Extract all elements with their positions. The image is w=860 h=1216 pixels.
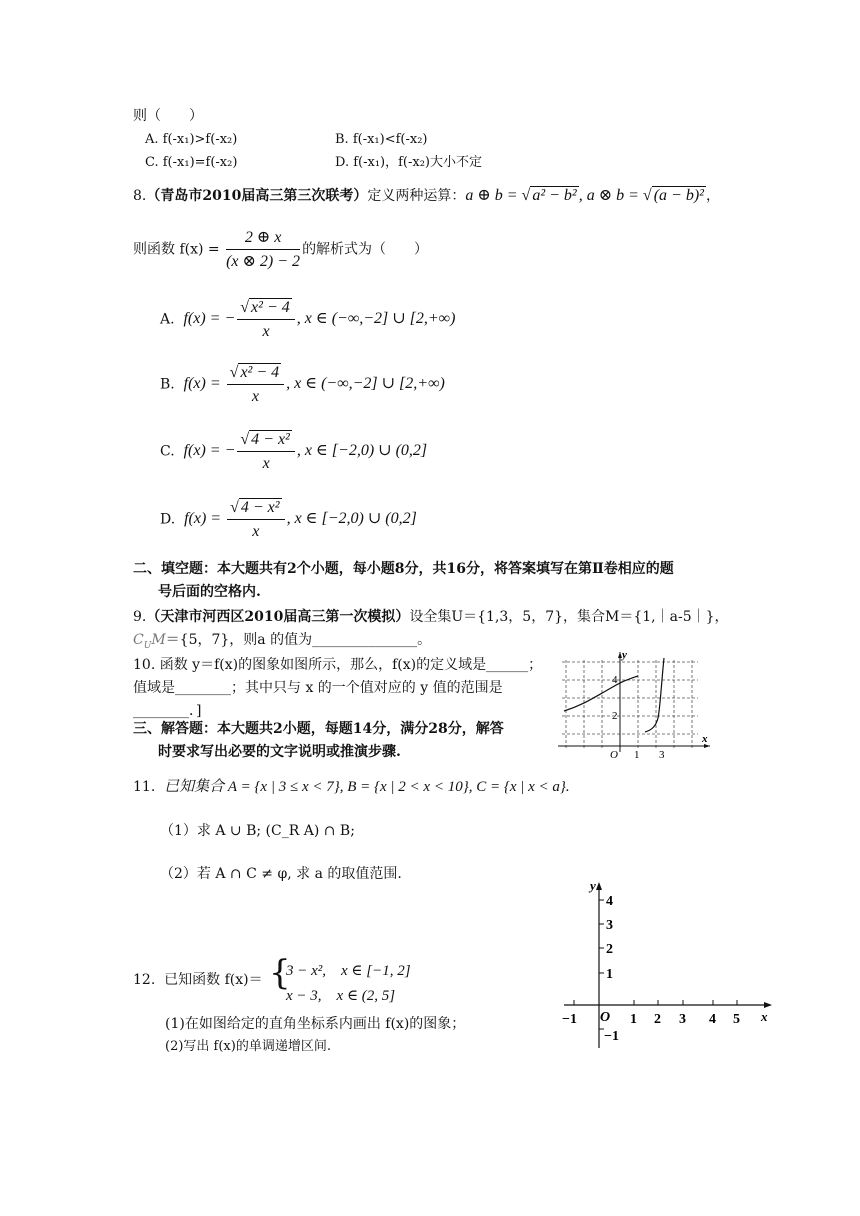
q8-option-b-lhs: f(x) = xyxy=(183,375,225,393)
q8-option-a: A. f(x) = − $\frac{\text{√ x² − 4}}{x}$ , x ∈ (−∞,−2] ∪ [2,+∞) xyxy=(160,299,456,341)
q8-op1: a ⊕ b = xyxy=(465,187,522,204)
q7-option-c: C. f(-x₁)=f(-x₂) xyxy=(145,155,238,170)
q12-x-label: x xyxy=(761,1009,768,1024)
q8-number: 8. xyxy=(133,188,147,204)
q8-option-b-radicand: x² − 4 xyxy=(240,364,280,381)
q7-option-d: D. f(-x₁)，f(-x₂)大小不定 xyxy=(335,155,483,170)
q12-case1: 3 − x², x ∈ [−1, 2] xyxy=(286,963,411,979)
q8-op2: , a ⊗ b = xyxy=(578,187,643,204)
q10-graph-curve-right xyxy=(645,658,664,732)
q9-source: （天津市河西区2010届高三第一次模拟） xyxy=(146,609,410,625)
q8-option-d: D. f(x) = $\frac{\text{√ 4 − x²}}{x}$ , x ∈ [−2,0) ∪ (0,2] xyxy=(160,499,417,541)
q12-coordinate-axes xyxy=(556,876,784,1050)
q8-option-d-lhs: f(x) = xyxy=(184,510,226,528)
q7-option-a: A. f(-x₁)>f(-x₂) xyxy=(145,132,238,147)
q10-line2: 值域是________；其中只与 x 的一个值对应的 y 值的范围是 xyxy=(133,680,503,696)
q8-option-b-domain: , x ∈ (−∞,−2] ∪ [2,+∞) xyxy=(286,375,445,393)
q8-option-a-label: A. xyxy=(160,311,175,328)
q9-complement-sub: U xyxy=(143,640,152,651)
q10-line1: 10. 函数 y＝f(x)的图象如图所示，那么，f(x)的定义域是______； xyxy=(133,657,543,673)
q9-complement-c: C xyxy=(133,632,144,648)
q10-graph-x-tick-1: 1 xyxy=(634,749,640,760)
q10-line3: ________．] xyxy=(133,703,202,719)
section2-heading-line2: 号后面的空格内. xyxy=(158,584,261,600)
q8-option-d-denominator: x xyxy=(252,523,260,541)
q8-func-prefix: 则函数 f(x) = xyxy=(133,241,225,258)
q12-origin: O xyxy=(600,1010,611,1025)
q12-intro: 已知函数 f(x)＝ xyxy=(164,972,263,988)
q8-end: ， xyxy=(705,188,720,204)
q9-complement xyxy=(133,632,166,651)
q12-y-tick-1: 1 xyxy=(606,967,613,982)
q9-line2 xyxy=(133,632,431,652)
q12-y-label: y xyxy=(590,878,596,893)
q8-option-c-radicand: 4 − x² xyxy=(251,431,290,448)
q8-option-c: C. f(x) = − $\frac{\text{√ 4 − x²}}{x}$ , x ∈ [−2,0) ∪ (0,2] xyxy=(160,431,428,473)
q8-option-a-radicand: x² − 4 xyxy=(251,299,290,316)
q9-end: 。 xyxy=(417,632,432,648)
q10-graph-y-tick-4: 4 xyxy=(612,674,618,686)
q12-y-tick-3: 3 xyxy=(606,918,613,933)
q12-x-tick-2: 2 xyxy=(654,1012,661,1027)
q9-number: 9. xyxy=(133,609,147,625)
section3-heading-line1: 三、解答题：本大题共2小题，每题14分，满分28分，解答 xyxy=(133,721,504,737)
q12-x-arrow xyxy=(764,1002,772,1008)
q8-option-c-label: C. xyxy=(160,443,175,460)
q8-option-a-domain: , x ∈ (−∞,−2] ∪ [2,+∞) xyxy=(296,310,456,328)
q8-option-c-denominator: x xyxy=(262,455,270,473)
q12-x-tick-5: 5 xyxy=(733,1012,740,1027)
section2-heading-line1: 二、填空题：本大题共有2个小题，每小题8分，共16分，将答案填写在第Ⅱ卷相应的题 xyxy=(133,561,674,577)
q9-text2: ＝{5，7}，则a 的值为 xyxy=(165,632,313,648)
q10-graph-y-tick-2: 2 xyxy=(612,710,618,722)
q12-y-arrow xyxy=(596,882,602,890)
q7-stem: 则（ ） xyxy=(133,108,203,124)
q12-x-tick-neg1: −1 xyxy=(562,1012,577,1027)
q8-option-a-denominator: x xyxy=(262,323,270,341)
q12-y-tick-4: 4 xyxy=(606,894,613,909)
q10-graph-x-tick-3: 3 xyxy=(659,749,665,760)
q8-option-d-radicand: 4 − x² xyxy=(240,499,280,516)
q9-complement-set: M xyxy=(151,632,166,648)
q8-intro: 定义两种运算： xyxy=(367,188,466,204)
q12-x-tick-3: 3 xyxy=(679,1012,686,1027)
q8-function xyxy=(133,228,428,271)
q9-blank: _______________ xyxy=(312,632,418,648)
q8-func-suffix: 的解析式为（ ） xyxy=(302,241,429,258)
q12-y-tick-2: 2 xyxy=(606,942,613,957)
q8-source: （青岛市2010届高三第三次联考） xyxy=(146,188,368,204)
q9-line1 xyxy=(133,609,729,626)
q9-text1: 设全集U＝{1,3，5，7}，集合M＝{1,｜a-5｜}， xyxy=(409,609,729,625)
q8-option-b-label: B. xyxy=(160,376,175,393)
q8-option-c-domain: , x ∈ [−2,0) ∪ (0,2] xyxy=(296,442,428,460)
q12-stem xyxy=(133,972,263,989)
q12-part1: (1)在如图给定的直角坐标系内画出 f(x)的图象； xyxy=(165,1016,466,1032)
q10-graph-curve-left xyxy=(564,676,638,711)
q8-option-c-lhs: f(x) = − xyxy=(183,442,236,460)
q12-y-tick-neg1: −1 xyxy=(604,1029,619,1044)
q8-op2-radicand: (a − b)² xyxy=(653,187,704,204)
q7-option-b: B. f(-x₁)<f(-x₂) xyxy=(335,132,428,147)
q11-part2: （2）若 A ∩ C ≠ φ, 求 a 的取值范围. xyxy=(160,866,402,882)
q12-x-tick-4: 4 xyxy=(709,1012,716,1027)
q8-option-d-label: D. xyxy=(160,511,176,528)
q11-text: 已知集合 A = {x | 3 ≤ x < 7}, B = {x | 2 < x < 10}, C = {x | x < a}. xyxy=(164,779,570,795)
q8-option-b-denominator: x xyxy=(251,388,259,406)
q8-option-b: B. f(x) = $\frac{\text{√ x² − 4}}{x}$ , x ∈ (−∞,−2] ∪ [2,+∞) xyxy=(160,364,445,406)
q12-x-tick-1: 1 xyxy=(630,1012,637,1027)
q12-brace: { xyxy=(269,953,291,993)
q10-graph-y-label: y xyxy=(622,649,627,661)
q8-func-numerator: 2 ⊕ x xyxy=(226,228,300,250)
q11-number: 11. xyxy=(133,779,156,795)
q10-graph xyxy=(558,648,720,760)
section3-heading-line2: 时要求写出必要的文字说明或推演步骤. xyxy=(158,744,401,760)
q8-header: 8.（青岛市2010届高三第三次联考）定义两种运算：a ⊕ b = √ a² − b² , a ⊗ b = √ (a − b)² ， xyxy=(133,187,720,204)
q8-option-d-domain: , x ∈ [−2,0) ∪ (0,2] xyxy=(286,510,417,528)
q8-option-a-lhs: f(x) = − xyxy=(183,310,236,328)
q8-func-denominator: (x ⊗ 2) − 2 xyxy=(226,253,301,271)
q12-number: 12. xyxy=(133,972,156,988)
q10-graph-origin: O xyxy=(610,749,618,760)
q11-part1: （1）求 A ∪ B; (C_R A) ∩ B; xyxy=(160,823,355,839)
q8-op1-radicand: a² − b² xyxy=(532,187,577,204)
q11-stem xyxy=(133,778,570,796)
q12-part2: (2)写出 f(x)的单调递增区间. xyxy=(165,1039,331,1054)
q12-case2: x − 3, x ∈ (2, 5] xyxy=(286,988,396,1004)
q10-graph-x-label: x xyxy=(702,733,708,745)
